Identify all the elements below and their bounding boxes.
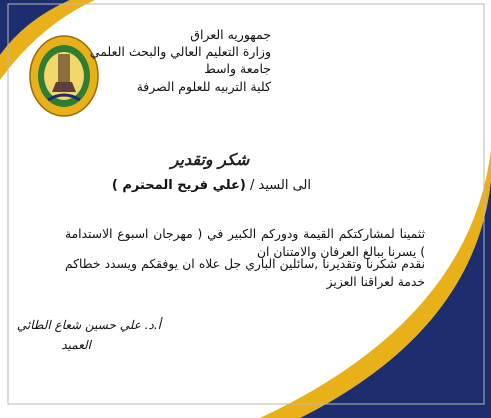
body-line-1: ثثمينا لمشاركتكم القيمة ودوركم الكبير في ( مهرجان اسبوع الاستدامة ) يسرنا ببالغ العرفان والامتنان ان (65, 227, 425, 259)
header-university: جامعة واسط (204, 61, 271, 76)
signatory-name: أ.د. علي حسين شعاع الطائي (16, 318, 161, 332)
header-country: جمهوريه العراق (190, 27, 271, 42)
recipient-prefix: الى السيد / (250, 178, 311, 193)
header-ministry: وزارة التعليم العالي والبحث العلمي (89, 44, 271, 59)
header-college: كلية التربيه للعلوم الصرفة (136, 79, 271, 94)
certificate-title: شكر وتقدير (170, 150, 250, 169)
signatory-role: العميد (61, 338, 91, 352)
body-line-2: نقدم شكرنا وتقديرنا ,سائلين الباري جل علاه ان يوفقكم ويسدد خطاكم خدمة لعراقنا العزيز (65, 257, 425, 289)
recipient-line (112, 178, 311, 193)
recipient-name: (علي فريح المحترم ) (111, 178, 246, 193)
